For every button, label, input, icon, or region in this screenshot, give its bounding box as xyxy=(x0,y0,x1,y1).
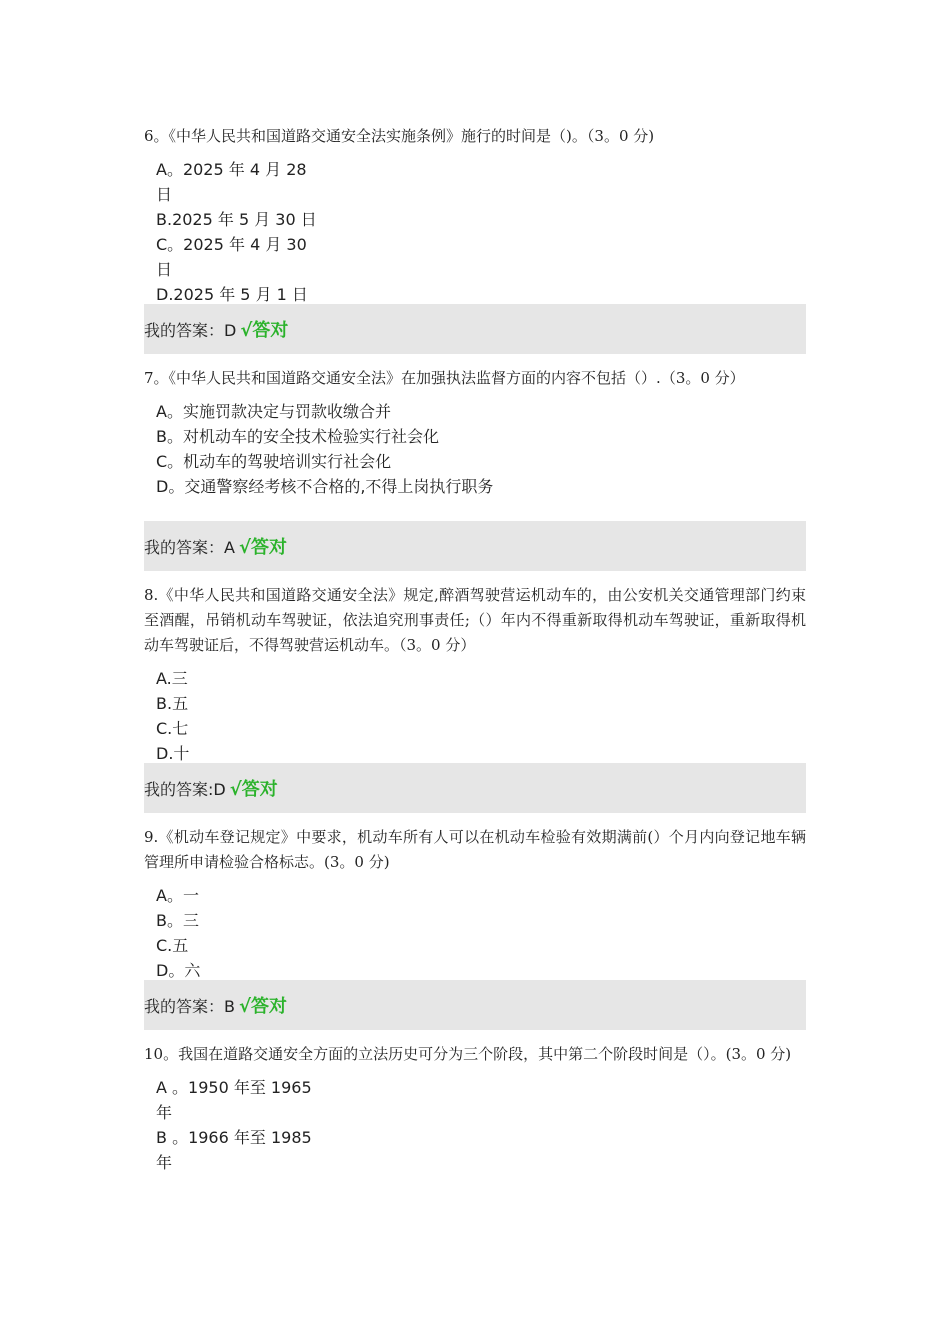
option-a: A.三 xyxy=(156,669,188,688)
correct-mark: √答对 xyxy=(240,320,289,341)
my-answer-label: 我的答案：D xyxy=(144,320,237,340)
answer-bar-8 xyxy=(144,763,806,813)
option-b: B。三 xyxy=(156,911,199,930)
question-text: 6。《中华人民共和国道路交通安全法实施条例》施行的时间是（)。（3。0 分) xyxy=(144,127,655,145)
question-text: 10。我国在道路交通安全方面的立法历史可分为三个阶段，其中第二个阶段时间是（）。(3。0 分) xyxy=(144,1045,792,1063)
options-list xyxy=(156,399,806,499)
option-c: C。2025 年 4 月 30 日 xyxy=(156,235,312,279)
correct-mark: √答对 xyxy=(238,996,287,1017)
options-list xyxy=(156,157,806,307)
question-text: 8.《中华人民共和国道路交通安全法》规定,醉酒驾驶营运机动车的，由公安机关交通管理部门约束至酒醒，吊销机动车驾驶证，依法追究刑事责任;（）年内不得重新取得机动车驾驶证，重新取得机动车驾驶证后，不得驾驶营运机动车。（3。0 分） xyxy=(144,586,806,654)
option-c: C.五 xyxy=(156,936,189,955)
options-list xyxy=(156,666,806,766)
question-6 xyxy=(144,124,806,307)
option-c: C.七 xyxy=(156,719,189,738)
option-b: B.2025 年 5 月 30 日 xyxy=(156,210,317,229)
option-d: D。交通警察经考核不合格的,不得上岗执行职务 xyxy=(156,477,494,496)
option-b: B.五 xyxy=(156,694,189,713)
my-answer-label: 我的答案：B xyxy=(144,996,235,1016)
my-answer-label: 我的答案:D xyxy=(144,779,226,799)
question-text: 9.《机动车登记规定》中要求，机动车所有人可以在机动车检验有效期满前(）个月内向登记地车辆管理所申请检验合格标志。(3。0 分) xyxy=(144,828,806,871)
option-a: A。一 xyxy=(156,886,199,905)
option-a: A。2025 年 4 月 28 日 xyxy=(156,160,312,204)
option-b: B 。1966 年至 1985 年 xyxy=(156,1128,317,1172)
option-b: B。对机动车的安全技术检验实行社会化 xyxy=(156,427,439,446)
my-answer-label: 我的答案：A xyxy=(144,537,235,557)
question-9 xyxy=(144,825,806,983)
correct-mark: √答对 xyxy=(238,537,287,558)
question-7 xyxy=(144,366,806,499)
question-text: 7。《中华人民共和国道路交通安全法》在加强执法监督方面的内容不包括（）.（3。0 分） xyxy=(144,369,745,387)
question-10 xyxy=(144,1042,806,1175)
option-c: C。机动车的驾驶培训实行社会化 xyxy=(156,452,392,471)
option-a: A。实施罚款决定与罚款收缴合并 xyxy=(156,402,391,421)
answer-bar-6 xyxy=(144,304,806,354)
correct-mark: √答对 xyxy=(229,779,278,800)
option-d: D。六 xyxy=(156,961,201,980)
question-8 xyxy=(144,583,806,766)
options-list xyxy=(156,883,806,983)
answer-bar-9 xyxy=(144,980,806,1030)
options-list xyxy=(156,1075,806,1175)
answer-bar-7 xyxy=(144,521,806,571)
option-d: D.2025 年 5 月 1 日 xyxy=(156,285,308,304)
option-a: A 。1950 年至 1965 年 xyxy=(156,1078,317,1122)
option-d: D.十 xyxy=(156,744,190,763)
